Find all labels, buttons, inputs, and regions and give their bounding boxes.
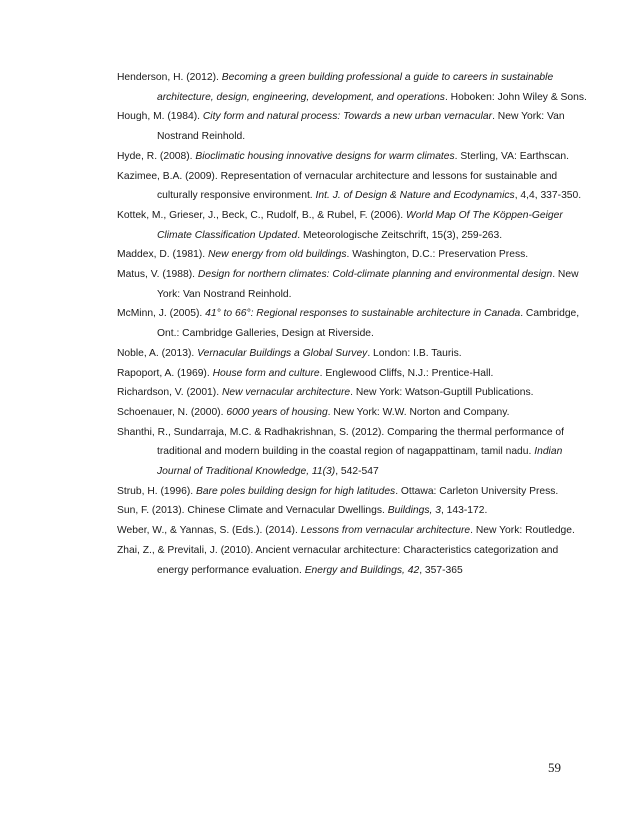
reference-source: . New York: Van Nostrand Reinhold. [157, 111, 565, 143]
reference-entry [117, 147, 587, 167]
reference-entry [117, 482, 587, 502]
reference-source: . New York: W.W. Norton and Company. [327, 406, 510, 418]
reference-authors: Noble, A. (2013). [117, 347, 198, 359]
reference-authors: Richardson, V. (2001). [117, 387, 222, 399]
reference-entry [117, 344, 587, 364]
reference-title: Design for northern climates: Cold-climate planning and environmental design [197, 269, 553, 281]
reference-authors: Matus, V. (1988). [117, 269, 198, 281]
reference-title: Lessons from vernacular architecture [300, 525, 471, 537]
reference-entry [117, 245, 587, 265]
reference-source: . Hoboken: John Wiley & Sons. [444, 91, 587, 103]
reference-source: , 143-172. [440, 505, 488, 517]
reference-authors: Weber, W., & Yannas, S. (Eds.). (2014). [117, 525, 301, 537]
reference-authors: Hyde, R. (2008). [117, 150, 196, 162]
reference-title: Bioclimatic housing innovative designs for warm climates [195, 150, 455, 162]
reference-authors: Schoenauer, N. (2000). [117, 406, 227, 418]
reference-source: , 4,4, 337-350. [514, 190, 582, 202]
reference-entry [117, 206, 587, 245]
reference-entry [117, 423, 587, 482]
reference-list [117, 68, 587, 580]
reference-entry [117, 304, 587, 343]
reference-source: . Ottawa: Carleton University Press. [395, 485, 559, 497]
reference-title: Vernacular Buildings a Global Survey [197, 347, 368, 359]
page-number: 59 [548, 760, 561, 775]
reference-title: Buildings, 3 [387, 505, 441, 517]
reference-authors: McMinn, J. (2005). [117, 308, 206, 320]
reference-entry [117, 383, 587, 403]
reference-source: . London: I.B. Tauris. [367, 347, 462, 359]
reference-authors: Zhai, Z., & Previtali, J. (2010). Ancient vernacular architecture: Characteristics categorization and energy performance evaluation. [117, 544, 559, 576]
reference-authors: Kazimee, B.A. (2009). Representation of vernacular architecture and lessons for sustainable and culturally responsive environment. [117, 170, 558, 202]
reference-authors: Maddex, D. (1981). [117, 249, 208, 261]
reference-title: New vernacular architecture [221, 387, 351, 399]
reference-authors: Shanthi, R., Sundarraja, M.C. & Radhakrishnan, S. (2012). Comparing the thermal performance of traditional and modern building in the coastal region of nagappattinam, tamil nadu. [117, 426, 564, 458]
reference-source: . Sterling, VA: Earthscan. [454, 150, 569, 162]
reference-source: . Washington, D.C.: Preservation Press. [346, 249, 529, 261]
reference-source: . Meteorologische Zeitschrift, 15(3), 259-263. [297, 229, 503, 241]
reference-authors: Rapoport, A. (1969). [117, 367, 213, 379]
reference-title: Bare poles building design for high latitudes [195, 485, 396, 497]
reference-title: City form and natural process: Towards a new urban vernacular [202, 111, 493, 123]
reference-source: , 542-547 [335, 466, 379, 478]
reference-source: , 357-365 [419, 564, 463, 576]
reference-title: World Map Of The Köppen-Geiger Climate Classification Updated [157, 209, 563, 241]
reference-source: . Englewood Cliffs, N.J.: Prentice-Hall. [319, 367, 494, 379]
reference-entry [117, 265, 587, 304]
reference-entry [117, 501, 587, 521]
reference-authors: Strub, H. (1996). [117, 485, 196, 497]
reference-entry [117, 167, 587, 206]
reference-entry [117, 364, 587, 384]
reference-authors: Kottek, M., Grieser, J., Beck, C., Rudolf, B., & Rubel, F. (2006). [117, 209, 406, 221]
reference-title: Indian Journal of Traditional Knowledge, 11(3) [157, 446, 563, 478]
reference-entry [117, 68, 587, 107]
reference-source: . New York: Routledge. [470, 525, 575, 537]
reference-title: 6000 years of housing [226, 406, 328, 418]
reference-entry [117, 541, 587, 580]
reference-source: . Cambridge, Ont.: Cambridge Galleries, Design at Riverside. [157, 308, 580, 340]
reference-authors: Sun, F. (2013). Chinese Climate and Vernacular Dwellings. [117, 505, 388, 517]
reference-title: New energy from old buildings [208, 249, 347, 261]
reference-title: Int. J. of Design & Nature and Ecodynamics [315, 190, 515, 202]
reference-source: . New York: Watson-Guptill Publications. [350, 387, 534, 399]
reference-source: . New York: Van Nostrand Reinhold. [157, 269, 579, 300]
reference-title: Becoming a green building professional a guide to careers in sustainable architecture, design, engineering, development, and operations [157, 72, 554, 103]
reference-entry [117, 403, 587, 423]
reference-title: House form and culture [212, 367, 320, 379]
reference-title: 41° to 66°: Regional responses to sustainable architecture in Canada [205, 308, 521, 320]
reference-authors: Hough, M. (1984). [117, 111, 203, 123]
reference-title: Energy and Buildings, 42 [304, 564, 420, 576]
reference-authors: Henderson, H. (2012). [117, 72, 222, 83]
reference-entry [117, 521, 587, 541]
reference-entry [117, 107, 587, 146]
